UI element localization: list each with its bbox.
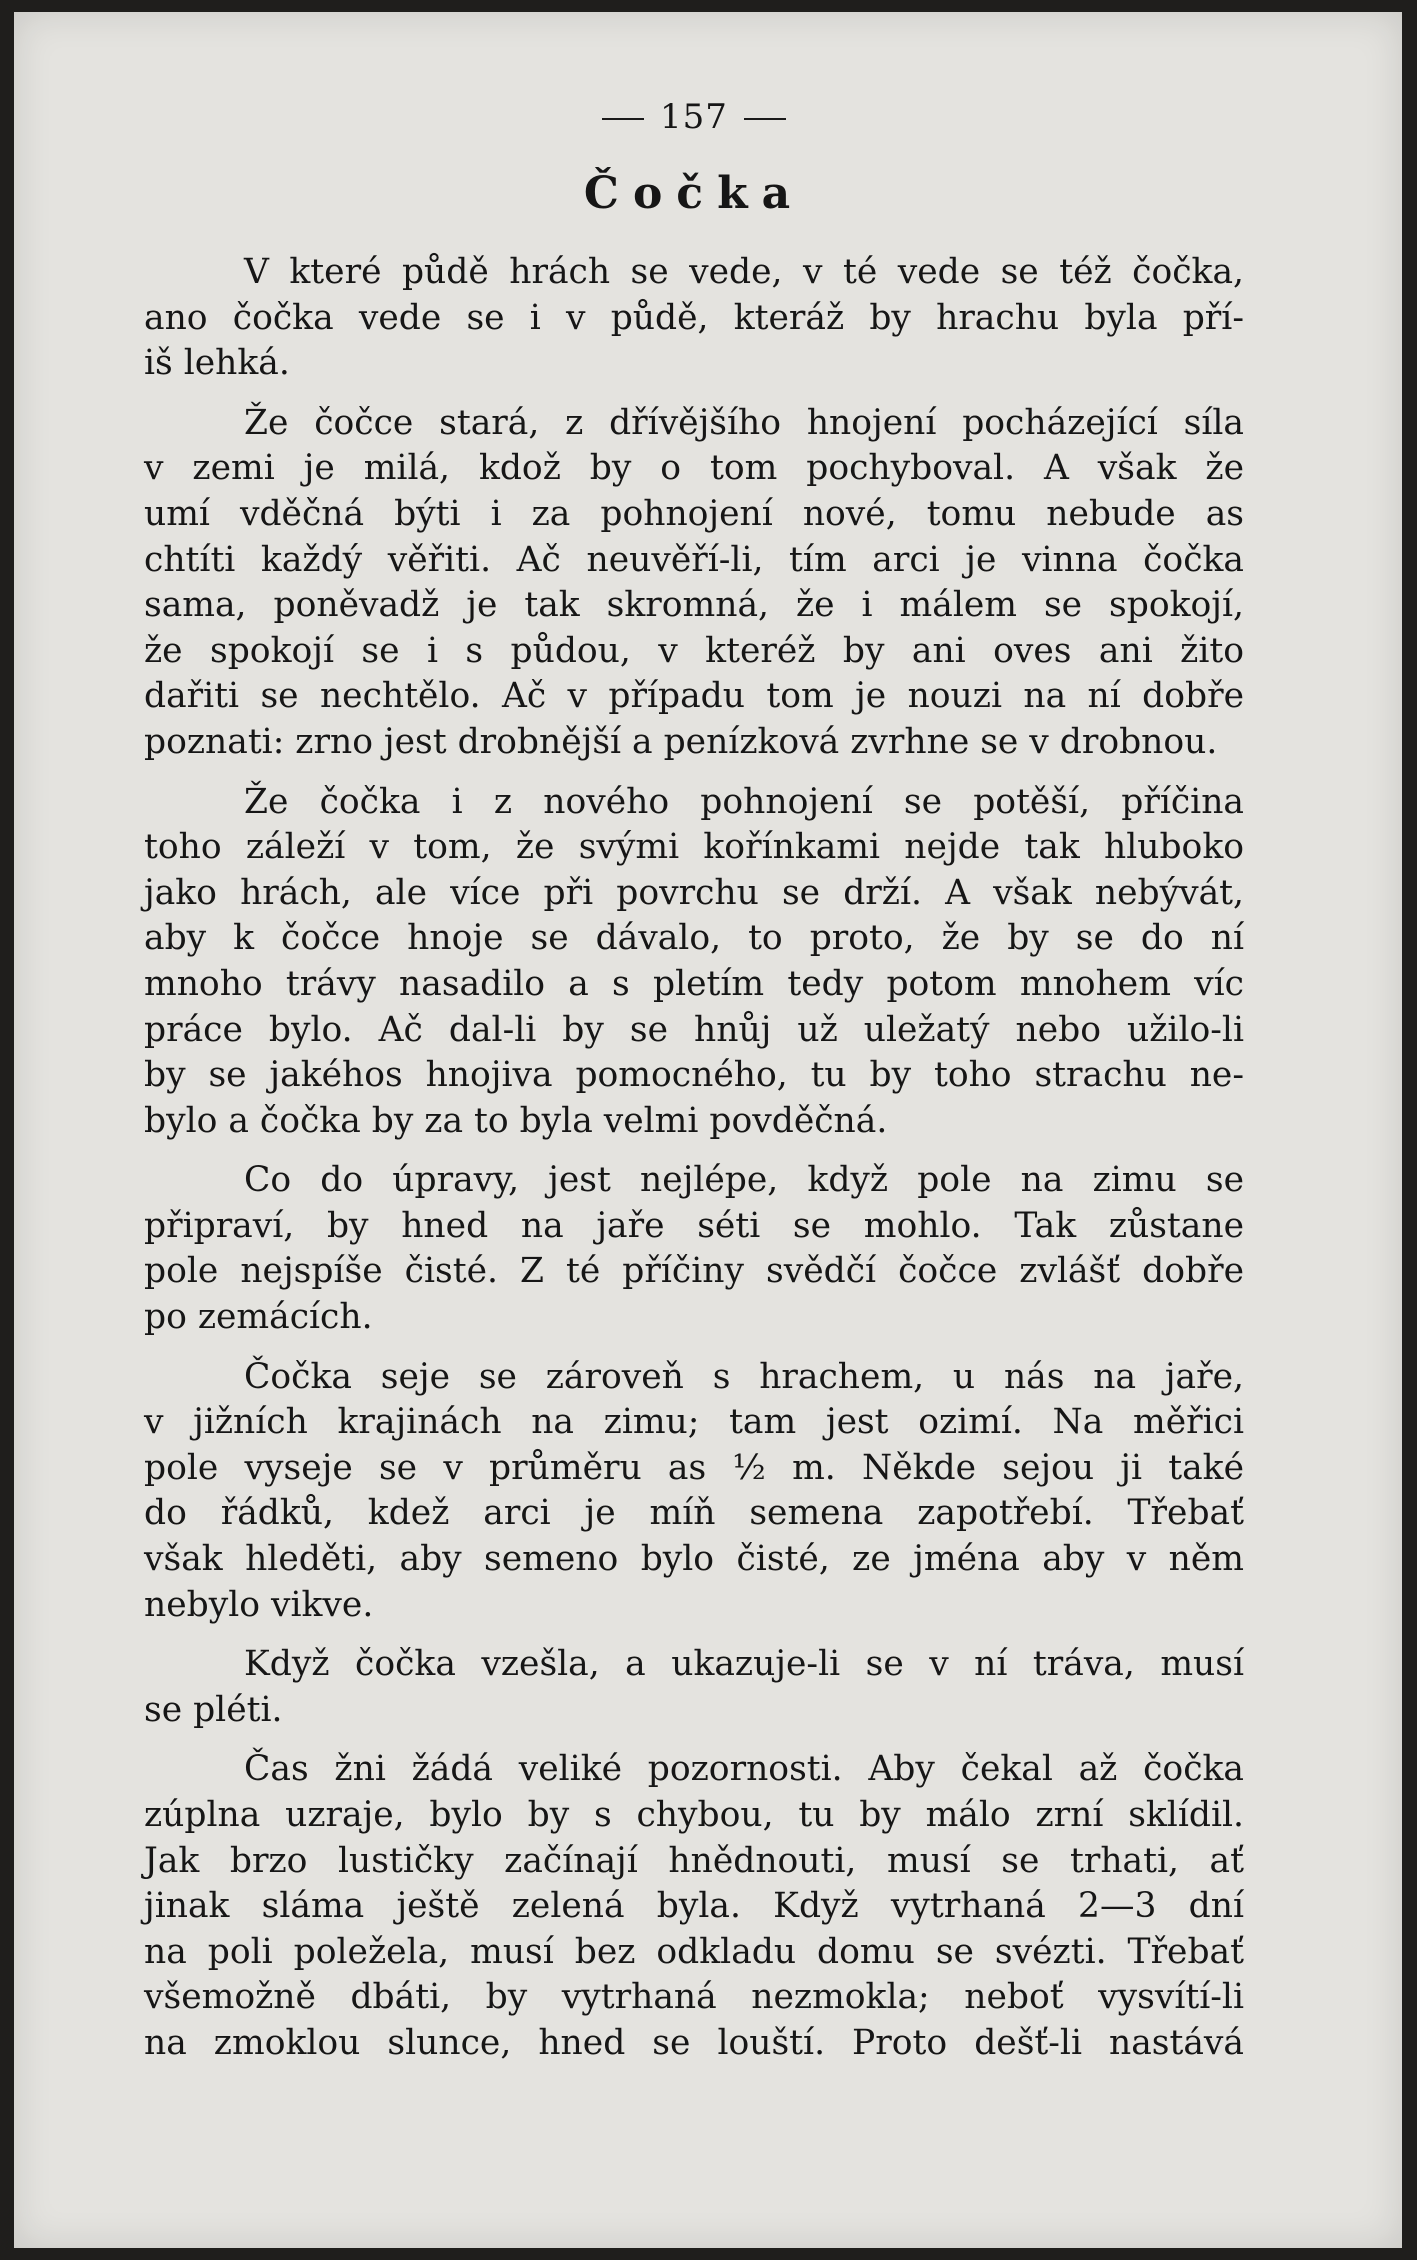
text-line: však hleděti, aby semeno bylo čisté, ze jména aby v něm: [144, 1539, 1244, 1580]
text-line: na poli poležela, musí bez odkladu domu se svézti. Třebať: [144, 1931, 1244, 1972]
text-line: Čas žni žádá veliké pozornosti. Aby čekal až čočka: [244, 1749, 1244, 1790]
text-line: bylo a čočka by za to byla velmi povděčná.: [144, 1100, 888, 1141]
text-line: aby k čočce hnoje se dávalo, to proto, že by se do ní: [144, 918, 1244, 959]
text-line: Když čočka vzešla, a ukazuje-li se v ní tráva, musí: [244, 1644, 1244, 1685]
page-number: [144, 92, 1244, 142]
text-line: sama, poněvadž je tak skromná, že i málem se spokojí,: [144, 585, 1244, 626]
text-line: iš lehká.: [144, 343, 290, 384]
text-line: zúplna uzraje, bylo by s chybou, tu by málo zrní sklídil.: [144, 1795, 1244, 1835]
text-line: Čočka seje se zároveň s hrachem, u nás na jaře,: [244, 1356, 1244, 1397]
text-line: jako hrách, ale více při povrchu se drží. A však nebývát,: [144, 872, 1244, 913]
page-content: [144, 92, 1244, 2081]
text-line: by se jakéhos hnojiva pomocného, tu by toho strachu ne-: [144, 1055, 1244, 1096]
text-line: mnoho trávy nasadilo a s pletím tedy potom mnohem víc: [144, 963, 1244, 1004]
text-line: chtíti každý věřiti. Ač neuvěří-li, tím arci je vinna čočka: [144, 539, 1244, 580]
text-line: na zmoklou slunce, hned se louští. Proto dešť-li nastává: [144, 2022, 1244, 2063]
text-line: práce bylo. Ač dal-li by se hnůj už uležatý nebo užilo-li: [144, 1009, 1244, 1050]
paragraph: [144, 250, 1244, 387]
text-line: umí vděčná býti i za pohnojení nové, tomu nebude as: [144, 493, 1244, 534]
text-line: Jak brzo lustičky začínají hnědnouti, musí se trhati, ať: [144, 1840, 1244, 1881]
paragraph: [144, 401, 1244, 766]
text-line: po zemácích.: [144, 1297, 373, 1338]
text-line: připraví, by hned na jaře séti se mohlo. Tak zůstane: [144, 1205, 1244, 1246]
text-line: že spokojí se i s půdou, v kteréž by ani oves ani žito: [144, 630, 1244, 671]
text-line: jinak sláma ještě zelená byla. Když vytrhaná 2—3 dní: [144, 1886, 1244, 1927]
paragraph: [144, 1642, 1244, 1733]
chapter-title: Čočka: [583, 168, 805, 219]
text-line: se pléti.: [144, 1689, 283, 1730]
text-line: Že čočka i z nového pohnojení se potěší, příčina: [244, 781, 1244, 822]
text-line: dařiti se nechtělo. Ač v případu tom je nouzi na ní dobře: [144, 676, 1244, 717]
text-line: Co do úpravy, jest nejlépe, když pole na zimu se: [244, 1160, 1244, 1201]
text-line: toho záleží v tom, že svými kořínkami nejde tak hluboko: [144, 827, 1244, 868]
paragraph: [144, 1747, 1244, 2066]
text-line: pole vyseje se v průměru as ½ m. Někde sejou ji také: [144, 1447, 1244, 1488]
text-line: ano čočka vede se i v půdě, kteráž by hrachu byla pří-: [144, 297, 1244, 338]
book-page: [14, 12, 1402, 2248]
paragraph: [144, 780, 1244, 1145]
paragraph: [144, 1158, 1244, 1340]
text-line: V které půdě hrách se vede, v té vede se též čočka,: [244, 252, 1244, 292]
text-line: nebylo vikve.: [144, 1584, 374, 1625]
text-line: v jižních krajinách na zimu; tam jest ozimí. Na měřici: [144, 1402, 1244, 1443]
text-line: Že čočce stará, z dřívějšího hnojení pocházející síla: [244, 402, 1244, 443]
text-line: do řádků, kdež arci je míň semena zapotřebí. Třebať: [144, 1493, 1244, 1534]
page-number-dash-right: [744, 118, 786, 120]
text-line: v zemi je milá, kdož by o tom pochyboval. A však že: [144, 448, 1244, 489]
page-number-value: 157: [660, 97, 728, 137]
text-line: pole nejspíše čisté. Z té příčiny svědčí čočce zvlášť dobře: [144, 1251, 1244, 1292]
paragraph: [144, 1355, 1244, 1629]
page-number-dash-left: [602, 118, 644, 120]
text-line: poznati: zrno jest drobnější a penízková zvrhne se v drobnou.: [144, 721, 1218, 762]
text-line: všemožně dbáti, by vytrhaná nezmokla; neboť vysvítí-li: [144, 1977, 1244, 2018]
